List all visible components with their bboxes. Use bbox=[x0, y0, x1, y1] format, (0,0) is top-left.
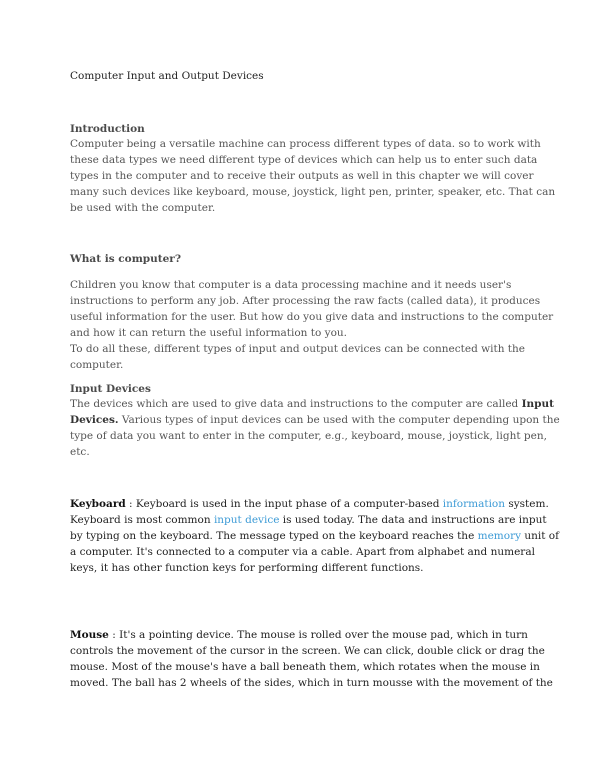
what-is-computer-heading: What is computer? bbox=[70, 253, 181, 265]
keyboard-line bbox=[70, 528, 560, 544]
mouse-line: moved. The ball has 2 wheels of the sides, which in turn mousse with the movement of the bbox=[70, 677, 553, 689]
input-devices-line: type of data you want to enter in the computer, e.g., keyboard, mouse, joystick, light pen, bbox=[70, 430, 547, 442]
input-devices-term: Devices. bbox=[70, 414, 119, 426]
mouse-paragraph bbox=[70, 627, 553, 691]
keyboard-text: Keyboard is most common bbox=[70, 514, 214, 526]
input-devices-paragraph bbox=[70, 396, 560, 460]
mouse-line: mouse. Most of the mouse's have a ball beneath them, which rotates when the mouse in bbox=[70, 661, 540, 673]
mouse-term: Mouse bbox=[70, 629, 109, 641]
keyboard-line: keys, it has other function keys for performing different functions. bbox=[70, 562, 424, 574]
keyboard-term: Keyboard bbox=[70, 498, 126, 510]
intro-paragraph bbox=[70, 136, 556, 216]
input-devices-term: Input bbox=[521, 398, 554, 410]
input-devices-line bbox=[70, 412, 560, 428]
intro-line: these data types we need different type of devices which can help us to enter such data bbox=[70, 154, 538, 166]
input-devices-text: The devices which are used to give data and instructions to the computer are called bbox=[70, 398, 522, 410]
input-devices-line bbox=[70, 396, 554, 412]
input-device-link[interactable]: input device bbox=[213, 514, 280, 526]
document-title: Computer Input and Output Devices bbox=[70, 70, 264, 82]
keyboard-text: : Keyboard is used in the input phase of a computer-based bbox=[125, 498, 443, 510]
mouse-line bbox=[70, 627, 532, 643]
input-devices-text: Various types of input devices can be used with the computer depending upon the bbox=[118, 414, 560, 426]
input-devices-heading: Input Devices bbox=[70, 383, 151, 395]
keyboard-text: by typing on the keyboard. The message typed on the keyboard reaches the bbox=[70, 530, 478, 542]
intro-line: types in the computer and to receive their outputs as well in this chapter we will cover bbox=[70, 170, 534, 182]
intro-line: be used with the computer. bbox=[70, 202, 216, 214]
information-link[interactable]: information bbox=[442, 498, 506, 510]
keyboard-paragraph bbox=[70, 496, 560, 576]
intro-line: many such devices like keyboard, mouse, joystick, light pen, printer, speaker, etc. That can bbox=[70, 186, 556, 198]
what-is-line: To do all these, different types of input and output devices can be connected with the bbox=[70, 343, 526, 355]
keyboard-line bbox=[70, 496, 549, 512]
what-is-line: computer. bbox=[70, 359, 124, 371]
what-is-line: and how it can return the useful information to you. bbox=[70, 327, 348, 339]
keyboard-text: unit of bbox=[521, 530, 560, 542]
memory-link[interactable]: memory bbox=[477, 530, 522, 542]
intro-line: Computer being a versatile machine can process different types of data. so to work with bbox=[70, 138, 541, 150]
mouse-line: controls the movement of the cursor in the screen. We can click, double click or drag the bbox=[70, 645, 545, 657]
intro-heading: Introduction bbox=[70, 123, 145, 135]
what-is-line: Children you know that computer is a data processing machine and it needs user's bbox=[70, 279, 512, 291]
what-is-line: useful information for the user. But how do you give data and instructions to the computer bbox=[70, 311, 554, 323]
what-is-computer-paragraph bbox=[70, 277, 554, 373]
keyboard-text: is used today. The data and instructions are input bbox=[279, 514, 547, 526]
keyboard-text: system. bbox=[505, 498, 549, 510]
keyboard-line: a computer. It's connected to a computer via a cable. Apart from alphabet and numeral bbox=[70, 546, 535, 558]
mouse-text: : It's a pointing device. The mouse is rolled over the mouse pad, which in turn bbox=[108, 629, 528, 641]
keyboard-line bbox=[70, 512, 547, 528]
input-devices-line: etc. bbox=[70, 446, 90, 458]
what-is-line: instructions to perform any job. After processing the raw facts (called data), it produces bbox=[70, 295, 541, 307]
